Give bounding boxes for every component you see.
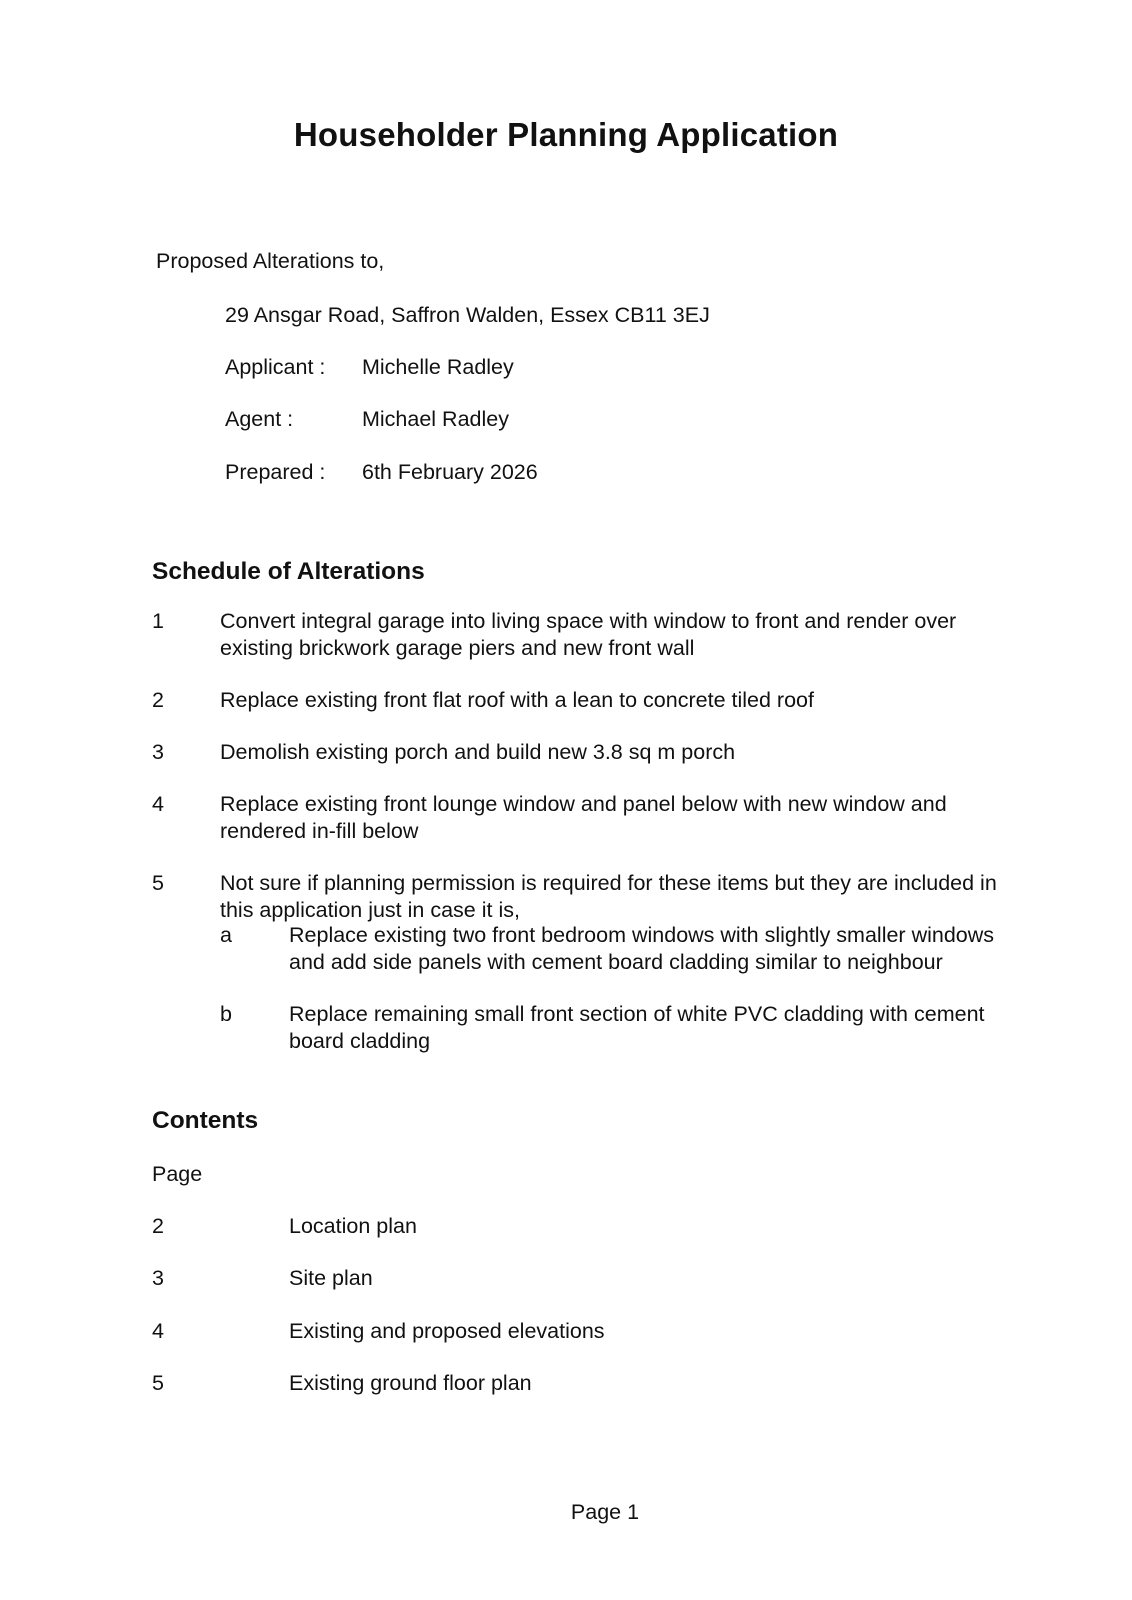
contents-entry-title: Existing ground floor plan	[289, 1371, 532, 1395]
contents-page-label: Page	[152, 1162, 203, 1186]
contents-page-number: 5	[152, 1371, 164, 1395]
sub-item-text: Replace remaining small front section of white PVC cladding with cement board cladding	[289, 1002, 985, 1053]
schedule-item-number: 5	[152, 871, 164, 895]
schedule-heading: Schedule of Alterations	[152, 558, 425, 585]
contents-entry-title: Location plan	[289, 1214, 417, 1238]
contents-entry-title: Existing and proposed elevations	[289, 1319, 605, 1343]
schedule-item-number: 1	[152, 609, 164, 633]
contents-page-number: 2	[152, 1214, 164, 1238]
schedule-item-text: Demolish existing porch and build new 3.8 sq m porch	[220, 740, 736, 764]
applicant-value: Michelle Radley	[362, 355, 514, 379]
schedule-item-number: 3	[152, 740, 164, 764]
property-address: 29 Ansgar Road, Saffron Walden, Essex CB11 3EJ	[225, 303, 710, 327]
contents-heading: Contents	[152, 1107, 259, 1134]
schedule-item-text: Convert integral garage into living space with window to front and render over existing brickwork garage piers and new front wall	[220, 609, 957, 660]
agent-value: Michael Radley	[362, 407, 509, 431]
schedule-item-text: Replace existing front flat roof with a lean to concrete tiled roof	[220, 688, 814, 712]
schedule-item-text: Replace existing front lounge window and panel below with new window and rendered in-fill below	[220, 792, 947, 843]
contents-page-number: 4	[152, 1319, 164, 1343]
document-title: Householder Planning Application	[293, 116, 839, 153]
contents-entry-title: Site plan	[289, 1266, 373, 1290]
applicant-label: Applicant :	[225, 355, 326, 379]
page-footer: Page 1	[570, 1500, 640, 1524]
contents-page-number: 3	[152, 1266, 164, 1290]
prepared-value: 6th February 2026	[362, 460, 538, 484]
sub-item-letter: b	[220, 1002, 232, 1026]
sub-item-text: Replace existing two front bedroom windows with slightly smaller windows and add side panels with cement board cladding similar to neighbour	[289, 923, 995, 974]
intro-text: Proposed Alterations to,	[156, 249, 385, 273]
schedule-item-number: 4	[152, 792, 164, 816]
agent-label: Agent :	[225, 407, 294, 431]
prepared-label: Prepared :	[225, 460, 326, 484]
schedule-item-number: 2	[152, 688, 164, 712]
schedule-item-text: Not sure if planning permission is required for these items but they are included in this application just in case it is,	[220, 871, 997, 922]
sub-item-letter: a	[220, 923, 232, 947]
